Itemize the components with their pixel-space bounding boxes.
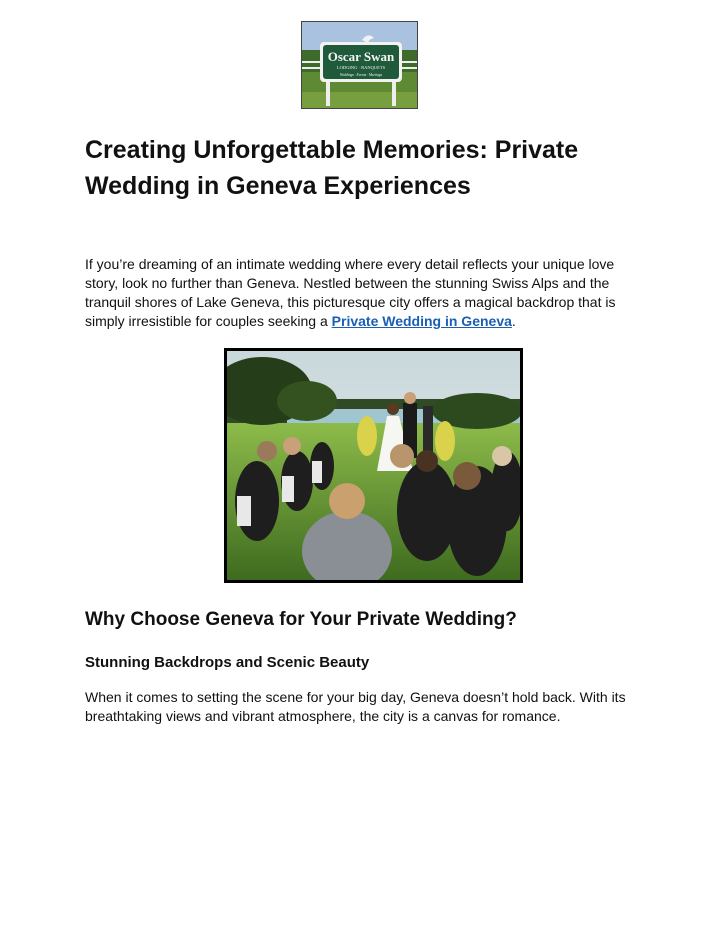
wedding-ceremony-photo bbox=[224, 348, 523, 583]
intro-paragraph bbox=[85, 255, 645, 331]
logo-line3: Weddings · Events · Meetings bbox=[340, 73, 382, 77]
logo-line2: LODGING · BANQUETS bbox=[336, 65, 386, 70]
logo-line1: Oscar Swan bbox=[327, 49, 395, 64]
section-heading: Why Choose Geneva for Your Private Wedding? bbox=[85, 609, 517, 630]
intro-text-end: . bbox=[511, 313, 516, 329]
oscar-swan-logo bbox=[301, 21, 418, 109]
subsection-heading: Stunning Backdrops and Scenic Beauty bbox=[85, 654, 370, 671]
intro-text: If you’re dreaming of an intimate wedding where every detail reflects your unique love story, look no further than Geneva. Nestled between the stunning Swiss Alps and the tranquil shores of Lake Geneva, this picturesque city offers a magical backdrop that is simply irresistible for couples seeking a bbox=[85, 256, 616, 329]
page-title: Creating Unforgettable Memories: Private Wedding in Geneva Experiences bbox=[85, 136, 579, 200]
subsection-paragraph: When it comes to setting the scene for your big day, Geneva doesn’t hold back. With its breathtaking views and vibrant atmosphere, the city is a canvas for romance. bbox=[85, 689, 626, 724]
private-wedding-geneva-link[interactable]: Private Wedding in Geneva bbox=[331, 313, 512, 329]
